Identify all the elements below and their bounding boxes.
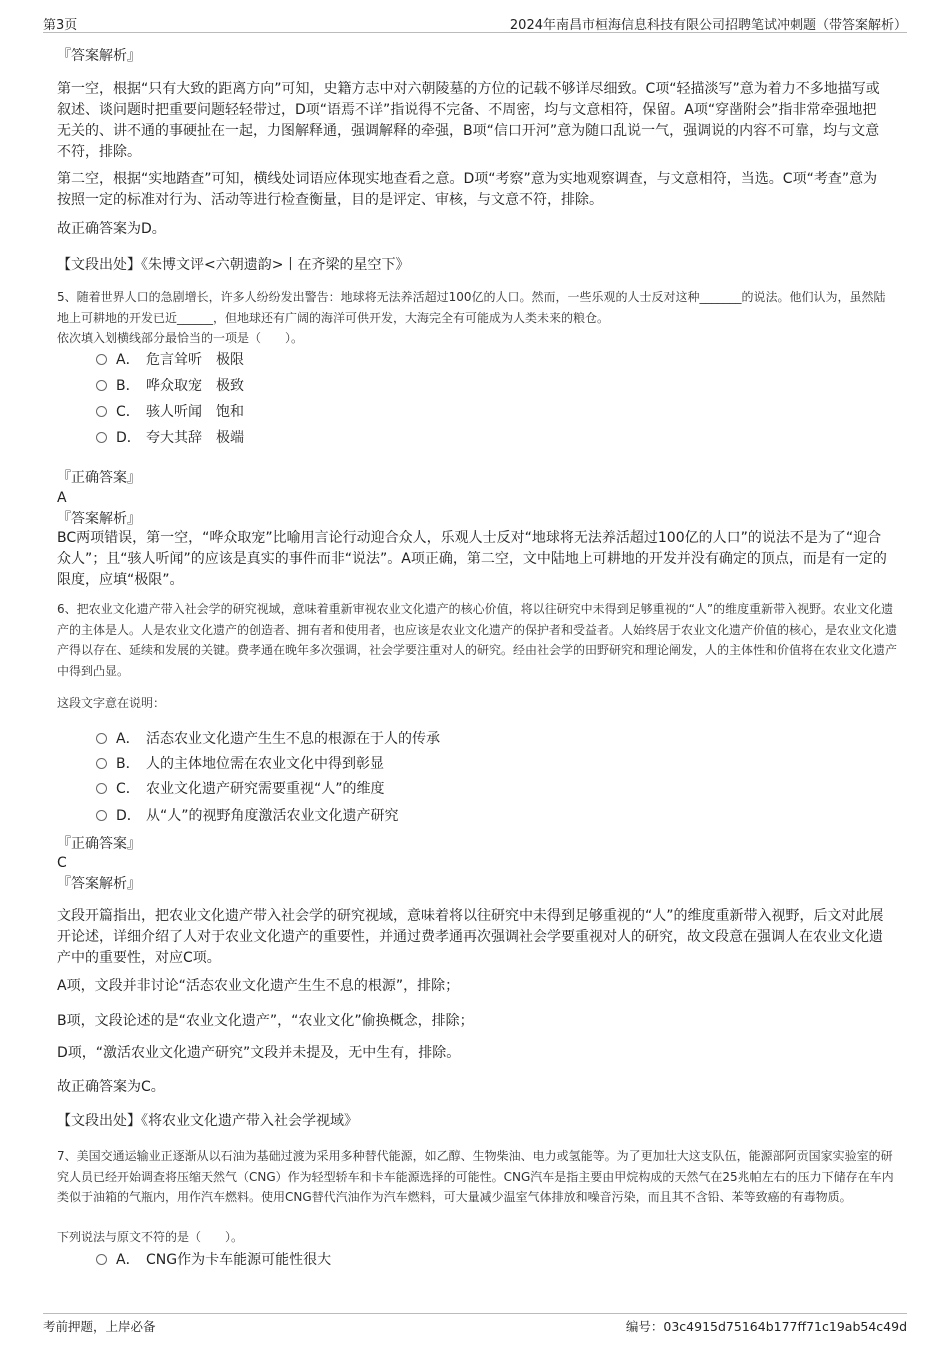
- radio-icon[interactable]: [96, 406, 107, 417]
- radio-icon[interactable]: [96, 354, 107, 365]
- q6-analysis-para3: B项，文段论述的是“农业文化遗产”，“农业文化”偷换概念，排除；: [57, 1013, 474, 1029]
- page-header: [43, 12, 907, 33]
- radio-icon[interactable]: [96, 733, 107, 744]
- q6-analysis-para1: 文段开篇指出，把农业文化遗产带入社会学的研究视域，意味着将以往研究中未得到足够重视的“人”的维度重新带入视野，后文对此展开论述，详细介绍了人对于农业文化遗产的重要性，并通过费孝通再次强调社会学要重视对人的研究，故文段意在强调人在农业文化遗产中的重要性，对应C项。: [57, 908, 884, 966]
- q5-answer: A: [57, 490, 67, 506]
- document-title: 2024年南昌市桓海信息科技有限公司招聘笔试冲刺题（带答案解析）: [509, 18, 907, 33]
- radio-icon[interactable]: [96, 380, 107, 391]
- q6-option-d[interactable]: D． 从“人”的视野角度激活农业文化遗产研究: [96, 806, 399, 826]
- q6-conclusion: 故正确答案为C。: [57, 1079, 165, 1095]
- q4-analysis-para1: 第一空，根据“只有大致的距离方向”可知，史籍方志中对六朝陵墓的方位的记载不够详尽细致。C项“轻描淡写”意为着力不多地描写或叙述、谈问题时把重要问题轻轻带过，D项“语焉不详”指说得不完备、不周密，均与文意相符，保留。A项“穿凿附会”指非常牵强地把无关的、讲不通的事硬扯在一起，力图解释通，强调解释的牵强，B项“信口开河”意为随口乱说一气，强调说的内容不可靠，均与文意不符，排除。: [57, 81, 880, 160]
- page-number: 第3页: [43, 18, 78, 33]
- footer-slogan: 考前押题，上岸必备: [43, 1319, 156, 1334]
- q7-prompt: 下列说法与原文不符的是（ ）。: [57, 1230, 244, 1244]
- q5-option-c[interactable]: C． 骇人听闻 饱和: [96, 402, 244, 422]
- q5-prompt: 依次填入划横线部分最恰当的一项是（ ）。: [57, 331, 304, 345]
- document-id: 编号：03c4915d75164b177ff71c19ab54c49d: [625, 1319, 907, 1334]
- q6-option-c[interactable]: C． 农业文化遗产研究需要重视“人”的维度: [96, 779, 385, 799]
- q5-answer-label: 『正确答案』: [57, 470, 141, 486]
- q6-answer-label: 『正确答案』: [57, 836, 141, 852]
- radio-icon[interactable]: [96, 758, 107, 769]
- q5-stem: 5、随着世界人口的急剧增长，许多人纷纷发出警告：地球将无法养活超过100亿的人口。然而，一些乐观的人士反对这种_______的说法。他们认为，虽然陆地上可耕地的开发已近______，但地球还有广阔的海洋可供开发，大海完全有可能成为人类未来的粮仓。: [57, 290, 886, 325]
- q6-prompt: 这段文字意在说明：: [57, 696, 166, 710]
- q6-answer: C: [57, 855, 67, 871]
- page-footer: [43, 1313, 907, 1334]
- radio-icon[interactable]: [96, 432, 107, 443]
- q5-analysis: BC两项错误，第一空，“哗众取宠”比喻用言论行动迎合众人，乐观人士反对“地球将无法养活超过100亿的人口”的说法不是为了“迎合众人”；且“骇人听闻”的应该是真实的事件而非“说法”。A项正确，第二空，文中陆地上可耕地的开发并没有确定的顶点，而是有一定的限度，应填“极限”。: [57, 530, 887, 588]
- q5-option-d[interactable]: D． 夸大其辞 极端: [96, 428, 244, 448]
- radio-icon[interactable]: [96, 1254, 107, 1265]
- q4-source: 【文段出处】《朱博文评<六朝遗韵>丨在齐梁的星空下》: [57, 257, 410, 273]
- q6-option-a[interactable]: A． 活态农业文化遗产生生不息的根源在于人的传承: [96, 729, 440, 749]
- q6-analysis-para2: A项，文段并非讨论“活态农业文化遗产生生不息的根源”，排除；: [57, 978, 460, 994]
- q5-analysis-label: 『答案解析』: [57, 511, 141, 527]
- radio-icon[interactable]: [96, 810, 107, 821]
- q6-stem: 6、把农业文化遗产带入社会学的研究视域，意味着重新审视农业文化遗产的核心价值，将以往研究中未得到足够重视的“人”的维度重新带入视野。农业文化遗产的主体是人。人是农业文化遗产的创造者、拥有者和使用者，也应该是农业文化遗产的保护者和受益者。人始终居于农业文化遗产价值的核心，是农业文化遗产得以存在、延续和发展的关键。费孝通在晚年多次强调，社会学要注重对人的研究。经由社会学的田野研究和理论阐发，人的主体性和价值将在农业文化遗产中得到凸显。: [57, 602, 898, 678]
- q7-stem: 7、美国交通运输业正逐渐从以石油为基础过渡为采用多种替代能源，如乙醇、生物柴油、电力或氢能等。为了更加壮大这支队伍，能源部阿贡国家实验室的研究人员已经开始调查将压缩天然气（CNG）作为轻型轿车和卡车能源选择的可能性。CNG汽车是指主要由甲烷构成的天然气在25兆帕左右的压力下储存在车内类似于油箱的气瓶内，用作汽车燃料。使用CNG替代汽油作为汽车燃料，可大量减少温室气体排放和噪音污染，而且其不含铅、苯等致癌的有毒物质。: [57, 1149, 894, 1204]
- radio-icon[interactable]: [96, 783, 107, 794]
- q4-analysis-para2: 第二空，根据“实地踏查”可知，横线处词语应体现实地查看之意。D项“考察”意为实地观察调查，与文意相符，当选。C项“考查”意为按照一定的标准对行为、活动等进行检查衡量，目的是评定、审核，与文意不符，排除。: [57, 171, 878, 208]
- q5-option-a[interactable]: A． 危言耸听 极限: [96, 350, 244, 370]
- q6-source: 【文段出处】《将农业文化遗产带入社会学视域》: [57, 1113, 358, 1129]
- q4-analysis-label: 『答案解析』: [57, 48, 141, 64]
- q5-option-b[interactable]: B． 哗众取宠 极致: [96, 376, 244, 396]
- q7-option-a[interactable]: A． CNG作为卡车能源可能性很大: [96, 1250, 331, 1270]
- q6-option-b[interactable]: B． 人的主体地位需在农业文化中得到彰显: [96, 754, 384, 774]
- q6-analysis-label: 『答案解析』: [57, 876, 141, 892]
- q6-analysis-para4: D项，“激活农业文化遗产研究”文段并未提及，无中生有，排除。: [57, 1045, 461, 1061]
- q4-conclusion: 故正确答案为D。: [57, 221, 166, 237]
